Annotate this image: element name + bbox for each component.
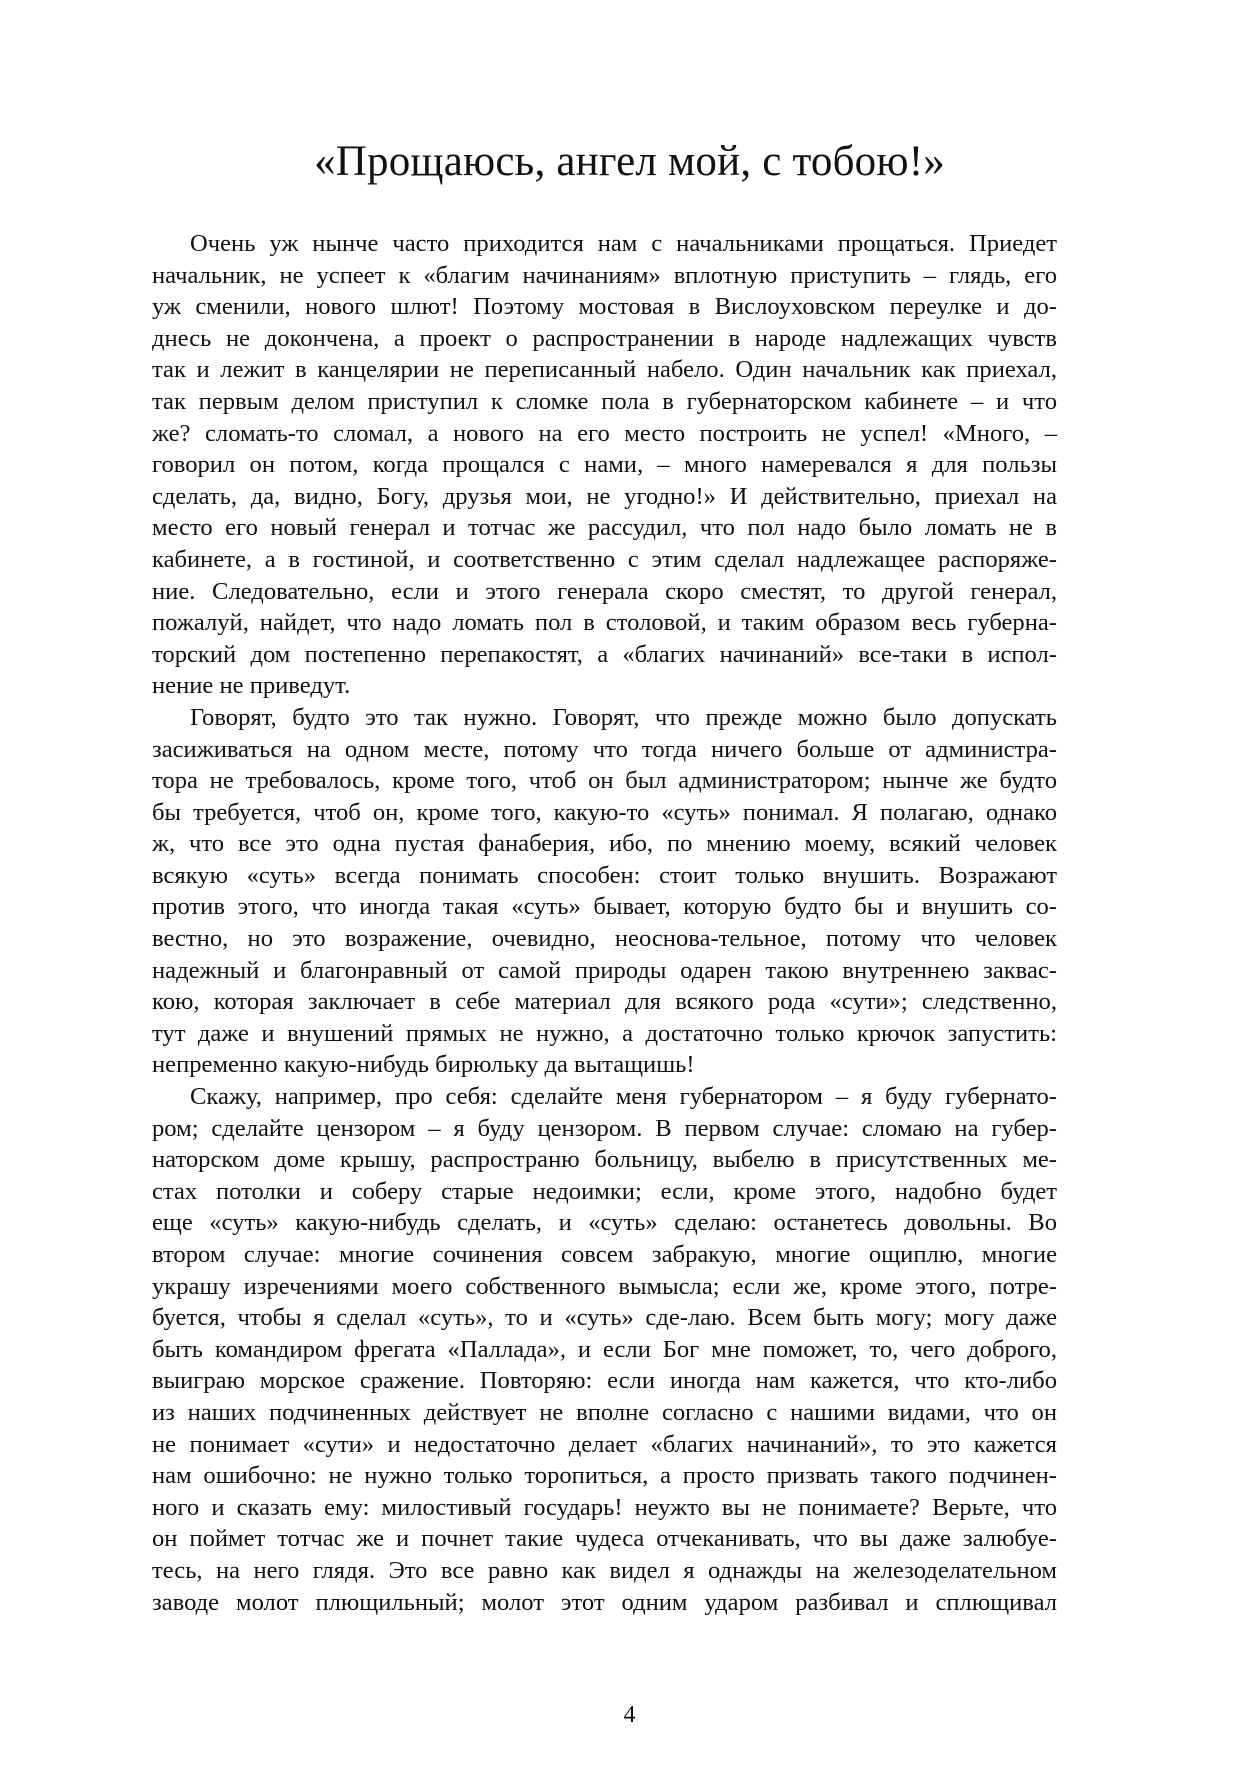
- text-line: Скажу, например, про себя: сделайте меня губернатором – я буду губернато-: [190, 1083, 1057, 1111]
- body-text: [152, 228, 1057, 1618]
- text-line: кою, которая заключает в себе материал для всякого рода «сути»; следственно,: [152, 988, 1057, 1016]
- text-line: заводе молот плющильный; молот этот одним ударом разбивал и сплющивал: [152, 1588, 1057, 1616]
- text-line: так и лежит в канцелярии не переписанный набело. Один начальник как приехал,: [152, 356, 1057, 384]
- text-line: Говорят, будто это так нужно. Говорят, что прежде можно было допускать: [190, 703, 1057, 731]
- text-line: пожалуй, найдет, что надо ломать пол в столовой, и таким образом весь губерна-: [152, 609, 1057, 637]
- text-line: место его новый генерал и тотчас же рассудил, что пол надо было ломать не в: [152, 514, 1057, 542]
- text-line: он поймет тотчас же и почнет такие чудеса отчеканивать, что вы даже залюбуе-: [152, 1525, 1057, 1553]
- text-line: же? сломать-то сломал, а нового на его место построить не успел! «Много, –: [152, 419, 1057, 447]
- text-line: ние. Следовательно, если и этого генерала скоро сместят, то другой генерал,: [152, 577, 1057, 605]
- text-line: еще «суть» какую-нибудь сделать, и «суть» сделаю: останетесь довольны. Во: [152, 1209, 1057, 1237]
- text-line: нение не приведут.: [152, 672, 351, 700]
- text-line: кабинете, а в гостиной, и соответственно с этим сделал надлежащее распоряже-: [152, 545, 1057, 573]
- text-line: днесь не докончена, а проект о распространении в народе надлежащих чувств: [152, 324, 1057, 352]
- text-line: говорил он потом, когда прощался с нами, – много намеревался я для пользы: [152, 451, 1057, 479]
- text-line: начальник, не успеет к «благим начинаниям» вплотную приступить – глядь, его: [152, 261, 1057, 289]
- text-line: ж, что все это одна пустая фанаберия, ибо, по мнению моему, всякий человек: [152, 830, 1057, 858]
- text-line: Очень уж нынче часто приходится нам с начальниками прощаться. Приедет: [190, 230, 1057, 257]
- text-line: сделать, да, видно, Богу, друзья мои, не угодно!» И действительно, приехал на: [152, 482, 1057, 510]
- text-line: торский дом постепенно перепакостят, а «благих начинаний» все-таки в испол-: [152, 640, 1057, 668]
- text-line: не понимает «сути» и недостаточно делает «благих начинаний», то это кажется: [152, 1430, 1057, 1458]
- text-line: ного и сказать ему: милостивый государь! неужто вы не понимаете? Верьте, что: [152, 1493, 1057, 1521]
- text-line: быть командиром фрегата «Паллада», и если Бог мне поможет, то, чего доброго,: [152, 1335, 1057, 1363]
- text-line: выиграю морское сражение. Повторяю: если иногда нам кажется, что кто-либо: [152, 1367, 1057, 1395]
- text-line: засиживаться на одном месте, потому что тогда ничего больше от администра-: [152, 735, 1057, 763]
- text-line: тора не требовалось, кроме того, чтоб он был администратором; нынче же будто: [152, 767, 1057, 795]
- text-line: против этого, что иногда такая «суть» бывает, которую будто бы и внушить со-: [152, 893, 1057, 921]
- text-line: надежный и благонравный от самой природы одарен такою внутреннею заквас-: [152, 956, 1057, 984]
- text-line: стах потолки и соберу старые недоимки; если, кроме этого, надобно будет: [152, 1177, 1057, 1205]
- text-line: бы требуется, чтоб он, кроме того, какую-то «суть» понимал. Я полагаю, однако: [152, 798, 1057, 826]
- text-line: так первым делом приступил к сломке пола в губернаторском кабинете – и что: [152, 387, 1057, 415]
- text-line: из наших подчиненных действует не вполне согласно с нашими видами, что он: [152, 1398, 1057, 1426]
- text-line: втором случае: многие сочинения совсем забракую, многие ощиплю, многие: [152, 1241, 1057, 1268]
- text-line: нам ошибочно: не нужно только торопиться, а просто призвать такого подчинен-: [152, 1462, 1057, 1490]
- text-line: непременно какую-нибудь бирюльку да вытащишь!: [152, 1051, 695, 1079]
- text-line: наторском доме крышу, распространю больницу, выбелю в присутственных ме-: [152, 1146, 1057, 1174]
- text-line: уж сменили, нового шлют! Поэтому мостовая в Вислоуховском переулке и до-: [152, 293, 1057, 321]
- text-line: тесь, на него глядя. Это все равно как видел я однажды на железоделательном: [152, 1556, 1057, 1584]
- text-line: украшу изречениями моего собственного вымысла; если же, кроме этого, потре-: [152, 1272, 1057, 1300]
- chapter-title: «Прощаюсь, ангел мой, с тобою!»: [314, 138, 945, 185]
- text-line: вестно, но это возражение, очевидно, неоснова-тельное, потому что человек: [152, 925, 1057, 953]
- text-line: буется, чтобы я сделал «суть», то и «суть» сде-лаю. Всем быть могу; могу даже: [152, 1304, 1057, 1332]
- text-line: всякую «суть» всегда понимать способен: стоит только внушить. Возражают: [152, 861, 1057, 889]
- text-line: ром; сделайте цензором – я буду цензором. В первом случае: сломаю на губер-: [152, 1114, 1057, 1142]
- page-number: 4: [623, 1702, 636, 1728]
- text-line: тут даже и внушений прямых не нужно, а достаточно только крючок запустить:: [152, 1019, 1057, 1047]
